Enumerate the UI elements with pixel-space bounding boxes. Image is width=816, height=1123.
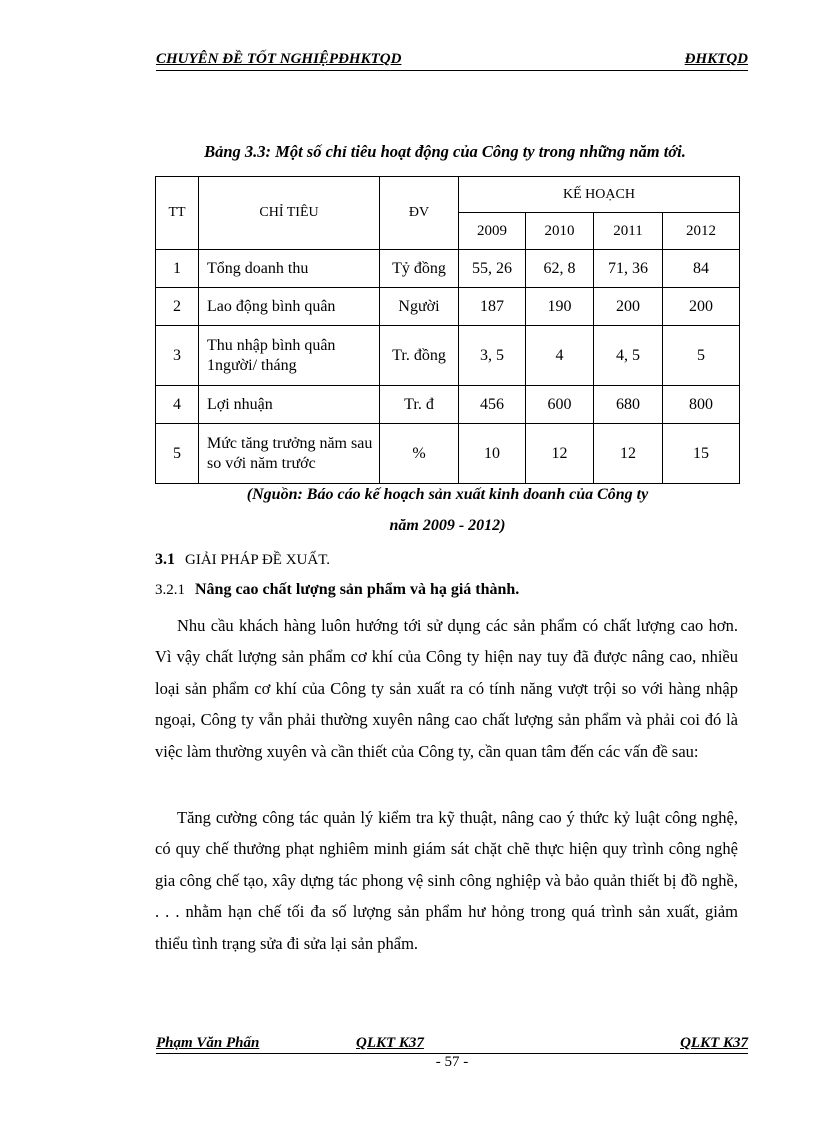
table-source-years: năm 2009 - 2012)	[389, 517, 506, 534]
page-number: - 57 -	[435, 1054, 469, 1070]
row-value: 15	[663, 424, 740, 484]
header-year: 2010	[526, 213, 594, 250]
row-value: 84	[663, 250, 740, 288]
row-indicator: Mức tăng trưởng năm sau so với năm trước	[199, 424, 380, 484]
table-row	[156, 424, 740, 484]
row-value: 4	[526, 326, 594, 386]
row-tt: 3	[156, 326, 199, 386]
row-value: 12	[594, 424, 663, 484]
row-indicator: Tổng doanh thu	[199, 250, 380, 288]
paragraph: Tăng cường công tác quản lý kiểm tra kỹ thuật, nâng cao ý thức kỷ luật công nghệ, có quy chế thưởng phạt nghiêm minh giám sát chặt chẽ thực hiện quy trình công nghệ gia công chế tạo, xây dựng tác phong vệ sinh công nghiệp và bảo quản thiết bị đồ nghề, . . . nhằm hạn chế tối đa số lượng sản phẩm hư hỏng trong quá trình sản xuất, giảm thiểu tình trạng sửa đi sửa lại sản phẩm.	[155, 808, 738, 953]
paragraph: Nhu cầu khách hàng luôn hướng tới sử dụng các sản phẩm có chất lượng cao hơn. Vì vậy chất lượng sản phẩm cơ khí của Công ty hiện nay tuy đã được nâng cao, nhiều loại sản phẩm cơ khí của Công ty sản xuất ra có tính năng vượt trội so với hàng nhập ngoại, Công ty vẫn phải thường xuyên nâng cao chất lượng sản phẩm và phải coi đó là việc làm thường xuyên và cần thiết của Công ty, cần quan tâm đến các vấn đề sau:	[155, 616, 738, 761]
table-row	[156, 288, 740, 326]
header-right-title: ĐHKTQD	[684, 51, 748, 67]
row-value: 187	[459, 288, 526, 326]
header-year: 2012	[663, 213, 740, 250]
header-left-title: CHUYÊN ĐỀ TỐT NGHIỆPĐHKTQD	[156, 51, 402, 67]
page-footer	[156, 1035, 748, 1054]
row-unit: Người	[380, 288, 459, 326]
indicators-table	[155, 176, 740, 484]
header-tt: TT	[156, 177, 199, 250]
row-indicator: Lao động bình quân	[199, 288, 380, 326]
table-row	[156, 250, 740, 288]
footer-author: Phạm Văn Phấn	[156, 1035, 260, 1051]
header-year: 2009	[459, 213, 526, 250]
table-row	[156, 386, 740, 424]
row-indicator: Thu nhập bình quân 1người/ tháng	[199, 326, 380, 386]
row-indicator: Lợi nhuận	[199, 386, 380, 424]
row-unit: %	[380, 424, 459, 484]
row-value: 456	[459, 386, 526, 424]
row-value: 680	[594, 386, 663, 424]
section-number: 3.1	[155, 551, 175, 568]
header-year: 2011	[594, 213, 663, 250]
footer-class-right: QLKT K37	[680, 1035, 748, 1051]
table-source: (Nguồn: Báo cáo kế hoạch sản xuất kinh doanh của Công ty	[246, 486, 649, 503]
header-unit: ĐV	[380, 177, 459, 250]
row-value: 10	[459, 424, 526, 484]
row-unit: Tr. đồng	[380, 326, 459, 386]
row-value: 600	[526, 386, 594, 424]
subsection-title: Nâng cao chất lượng sản phẩm và hạ giá thành.	[195, 581, 520, 598]
section-title: GIẢI PHÁP ĐỀ XUẤT.	[185, 552, 330, 568]
subsection-number: 3.2.1	[155, 582, 185, 598]
row-tt: 4	[156, 386, 199, 424]
row-value: 12	[526, 424, 594, 484]
row-value: 3, 5	[459, 326, 526, 386]
table-title: Bảng 3.3: Một số chỉ tiêu hoạt động của Công ty trong những năm tới.	[204, 142, 686, 161]
row-tt: 2	[156, 288, 199, 326]
section-heading	[155, 551, 330, 569]
row-value: 800	[663, 386, 740, 424]
row-tt: 1	[156, 250, 199, 288]
row-value: 5	[663, 326, 740, 386]
row-value: 62, 8	[526, 250, 594, 288]
row-value: 200	[594, 288, 663, 326]
header-indicator: CHỈ TIÊU	[199, 177, 380, 250]
header-plan: KẾ HOẠCH	[459, 177, 740, 213]
footer-class-mid: QLKT K37	[356, 1035, 424, 1051]
table-header-row	[156, 177, 740, 213]
row-value: 55, 26	[459, 250, 526, 288]
row-value: 190	[526, 288, 594, 326]
row-value: 71, 36	[594, 250, 663, 288]
table-row	[156, 326, 740, 386]
subsection-heading	[155, 581, 519, 599]
page-header	[156, 48, 748, 71]
row-unit: Tr. đ	[380, 386, 459, 424]
row-value: 4, 5	[594, 326, 663, 386]
row-unit: Tỷ đồng	[380, 250, 459, 288]
row-tt: 5	[156, 424, 199, 484]
row-value: 200	[663, 288, 740, 326]
